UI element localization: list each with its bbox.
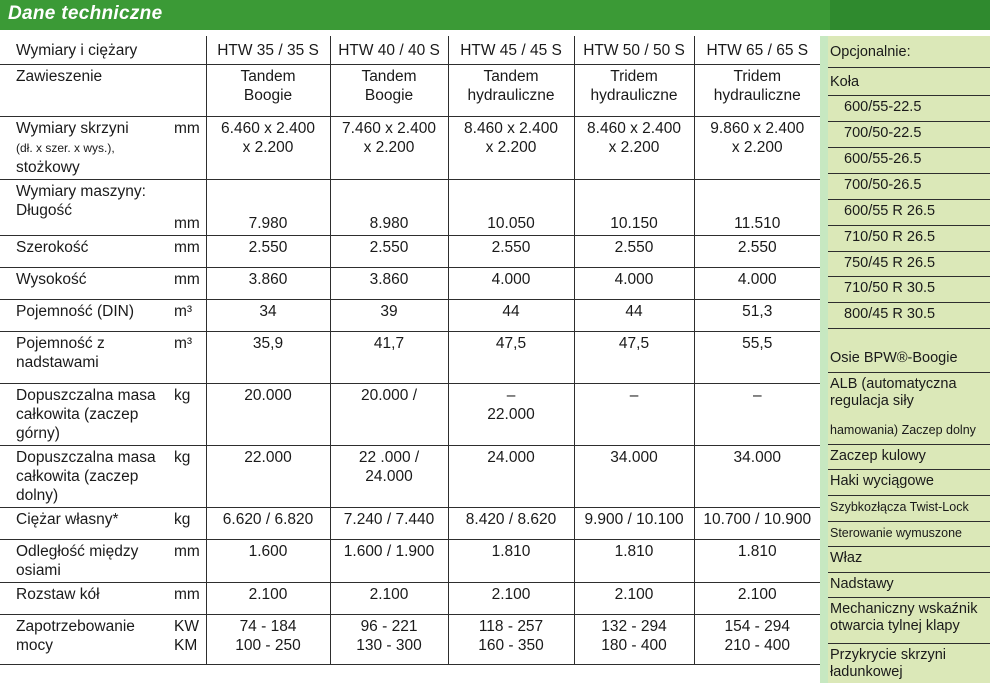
row-unit: mm: [172, 236, 206, 268]
cell-value: 10.700 / 10.900: [694, 508, 820, 540]
cell-value: 7.240 / 7.440: [330, 508, 448, 540]
option-item: Przykrycie skrzyni ładunkowej: [830, 647, 947, 680]
cell-value: 2.550: [694, 236, 820, 268]
row-unit: KW KM: [172, 615, 206, 665]
cell-value: 2.100: [694, 583, 820, 615]
option-item: 600/55-26.5: [828, 148, 990, 174]
row-unit: [172, 65, 206, 117]
cell-value: 1.810: [448, 540, 574, 583]
spec-table: [0, 36, 820, 665]
option-item: 750/45 R 26.5: [828, 252, 990, 277]
option-item: 800/45 R 30.5: [828, 303, 990, 329]
cell-value: 1.600: [206, 540, 330, 583]
cell-value: 3.860: [206, 268, 330, 300]
cell-value: 11.510: [694, 180, 820, 236]
option-item: 710/50 R 26.5: [828, 226, 990, 252]
cell-value: 3.860: [330, 268, 448, 300]
cell-value: 34.000: [574, 446, 694, 508]
options-heading: Opcjonalnie:: [828, 44, 990, 68]
model-header: HTW 65 / 65 S: [694, 36, 820, 65]
option-item: Zaczep kulowy: [828, 445, 990, 470]
cell-value: 8.980: [330, 180, 448, 236]
cell-value: 2.550: [330, 236, 448, 268]
cell-value: –: [574, 384, 694, 446]
option-item: 710/50 R 30.5: [828, 277, 990, 303]
option-item: ALB (automatyczna regulacja siły: [830, 376, 957, 409]
row-label: Rozstaw kół: [0, 583, 172, 615]
option-item: Mechaniczny wskaźnik otwarcia tylnej klapy: [828, 598, 990, 644]
options-panel: [828, 36, 990, 683]
table-row: [0, 268, 820, 300]
option-item: Koła: [828, 71, 990, 96]
cell-value: 7.460 x 2.400 x 2.200: [330, 117, 448, 180]
row-label: Dopuszczalna masa całkowita (zaczep dolny): [0, 446, 172, 508]
table-row: [0, 583, 820, 615]
spec-table-container: [0, 36, 820, 683]
cell-value: – 22.000: [448, 384, 574, 446]
cell-value: 4.000: [694, 268, 820, 300]
option-item: Nadstawy: [828, 573, 990, 598]
row-unit: mm: [172, 268, 206, 300]
option-item: 600/55-22.5: [828, 96, 990, 122]
cell-value: 4.000: [574, 268, 694, 300]
cell-value: 9.900 / 10.100: [574, 508, 694, 540]
table-row: [0, 236, 820, 268]
row-label: Pojemność z nadstawami: [0, 332, 172, 384]
table-row: [0, 180, 820, 236]
cell-value: 44: [574, 300, 694, 332]
cell-value: 4.000: [448, 268, 574, 300]
option-item: hamowania) Zaczep dolny: [828, 419, 990, 445]
row-unit: m³: [172, 300, 206, 332]
cell-value: 24.000: [448, 446, 574, 508]
table-row: [0, 615, 820, 665]
cell-value: 35,9: [206, 332, 330, 384]
row-unit: kg: [172, 508, 206, 540]
cell-value: 2.550: [574, 236, 694, 268]
cell-value: 55,5: [694, 332, 820, 384]
row-label: Wymiary maszyny: Długość: [0, 180, 172, 236]
table-row: [0, 65, 820, 117]
cell-value: 20.000: [206, 384, 330, 446]
row-label: Dopuszczalna masa całkowita (zaczep górny): [0, 384, 172, 446]
row-unit: mm: [172, 117, 206, 180]
cell-value: Tridem hydrauliczne: [574, 65, 694, 117]
header-label: Wymiary i ciężary: [0, 36, 206, 65]
row-label: Wymiary skrzyni (dł. x szer. x wys.), stożkowy: [0, 117, 172, 180]
table-row: [0, 446, 820, 508]
cell-value: Tandem Boogie: [330, 65, 448, 117]
model-header: HTW 35 / 35 S: [206, 36, 330, 65]
cell-value: 96 - 221 130 - 300: [330, 615, 448, 665]
cell-value: 2.550: [448, 236, 574, 268]
table-row: [0, 332, 820, 384]
row-label: Szerokość: [0, 236, 172, 268]
model-header: HTW 50 / 50 S: [574, 36, 694, 65]
cell-value: 1.810: [694, 540, 820, 583]
cell-value: 9.860 x 2.400 x 2.200: [694, 117, 820, 180]
row-unit: mm: [172, 540, 206, 583]
row-unit: mm: [172, 180, 206, 236]
cell-value: 2.100: [206, 583, 330, 615]
option-item: Szybkozłącza Twist-Lock: [828, 496, 990, 522]
cell-value: Tandem Boogie: [206, 65, 330, 117]
cell-value: 8.420 / 8.620: [448, 508, 574, 540]
cell-value: 10.150: [574, 180, 694, 236]
cell-value: 39: [330, 300, 448, 332]
cell-value: 44: [448, 300, 574, 332]
table-row: [0, 384, 820, 446]
header-row: [0, 36, 820, 65]
row-label-note: (dł. x szer. x wys.),: [16, 141, 115, 155]
cell-value: 41,7: [330, 332, 448, 384]
row-unit: mm: [172, 583, 206, 615]
cell-value: 1.600 / 1.900: [330, 540, 448, 583]
cell-value: 118 - 257 160 - 350: [448, 615, 574, 665]
row-label: Odległość między osiami: [0, 540, 172, 583]
option-item: Osie BPW®-Boogie: [828, 347, 990, 373]
row-label: Pojemność (DIN): [0, 300, 172, 332]
cell-value: 34.000: [694, 446, 820, 508]
row-unit: kg: [172, 384, 206, 446]
cell-value: –: [694, 384, 820, 446]
cell-value: 6.620 / 6.820: [206, 508, 330, 540]
cell-value: Tandem hydrauliczne: [448, 65, 574, 117]
row-label: Zapotrzebowanie mocy: [0, 615, 172, 665]
option-item: 600/55 R 26.5: [828, 200, 990, 226]
title-bar-shade: [830, 0, 990, 30]
row-label: Zawieszenie: [0, 65, 172, 117]
cell-value: 74 - 184 100 - 250: [206, 615, 330, 665]
cell-value: 2.100: [448, 583, 574, 615]
model-header: HTW 45 / 45 S: [448, 36, 574, 65]
option-item: 700/50-26.5: [828, 174, 990, 200]
cell-value: 34: [206, 300, 330, 332]
cell-value: Tridem hydrauliczne: [694, 65, 820, 117]
cell-value: 47,5: [574, 332, 694, 384]
cell-value: 22.000: [206, 446, 330, 508]
cell-value: 2.100: [330, 583, 448, 615]
option-item: 700/50-22.5: [828, 122, 990, 148]
table-row: [0, 508, 820, 540]
cell-value: 6.460 x 2.400 x 2.200: [206, 117, 330, 180]
title-bar: [0, 0, 990, 30]
cell-value: 47,5: [448, 332, 574, 384]
cell-value: 8.460 x 2.400 x 2.200: [574, 117, 694, 180]
table-row: [0, 117, 820, 180]
side-band: [820, 36, 828, 683]
table-row: [0, 300, 820, 332]
cell-value: 20.000 /: [330, 384, 448, 446]
cell-value: 51,3: [694, 300, 820, 332]
model-header: HTW 40 / 40 S: [330, 36, 448, 65]
cell-value: 154 - 294 210 - 400: [694, 615, 820, 665]
row-unit: m³: [172, 332, 206, 384]
cell-value: 2.550: [206, 236, 330, 268]
cell-value: 132 - 294 180 - 400: [574, 615, 694, 665]
row-unit: kg: [172, 446, 206, 508]
table-row: [0, 540, 820, 583]
cell-value: 1.810: [574, 540, 694, 583]
cell-value: 8.460 x 2.400 x 2.200: [448, 117, 574, 180]
cell-value: 2.100: [574, 583, 694, 615]
cell-value: 10.050: [448, 180, 574, 236]
option-item: Właz: [828, 547, 990, 573]
row-label: Ciężar własny*: [0, 508, 172, 540]
option-item: Sterowanie wymuszone: [828, 522, 990, 547]
cell-value: 22 .000 / 24.000: [330, 446, 448, 508]
cell-value: 7.980: [206, 180, 330, 236]
page-title: Dane techniczne: [8, 3, 163, 24]
row-label: Wysokość: [0, 268, 172, 300]
option-item: Haki wyciągowe: [828, 470, 990, 496]
